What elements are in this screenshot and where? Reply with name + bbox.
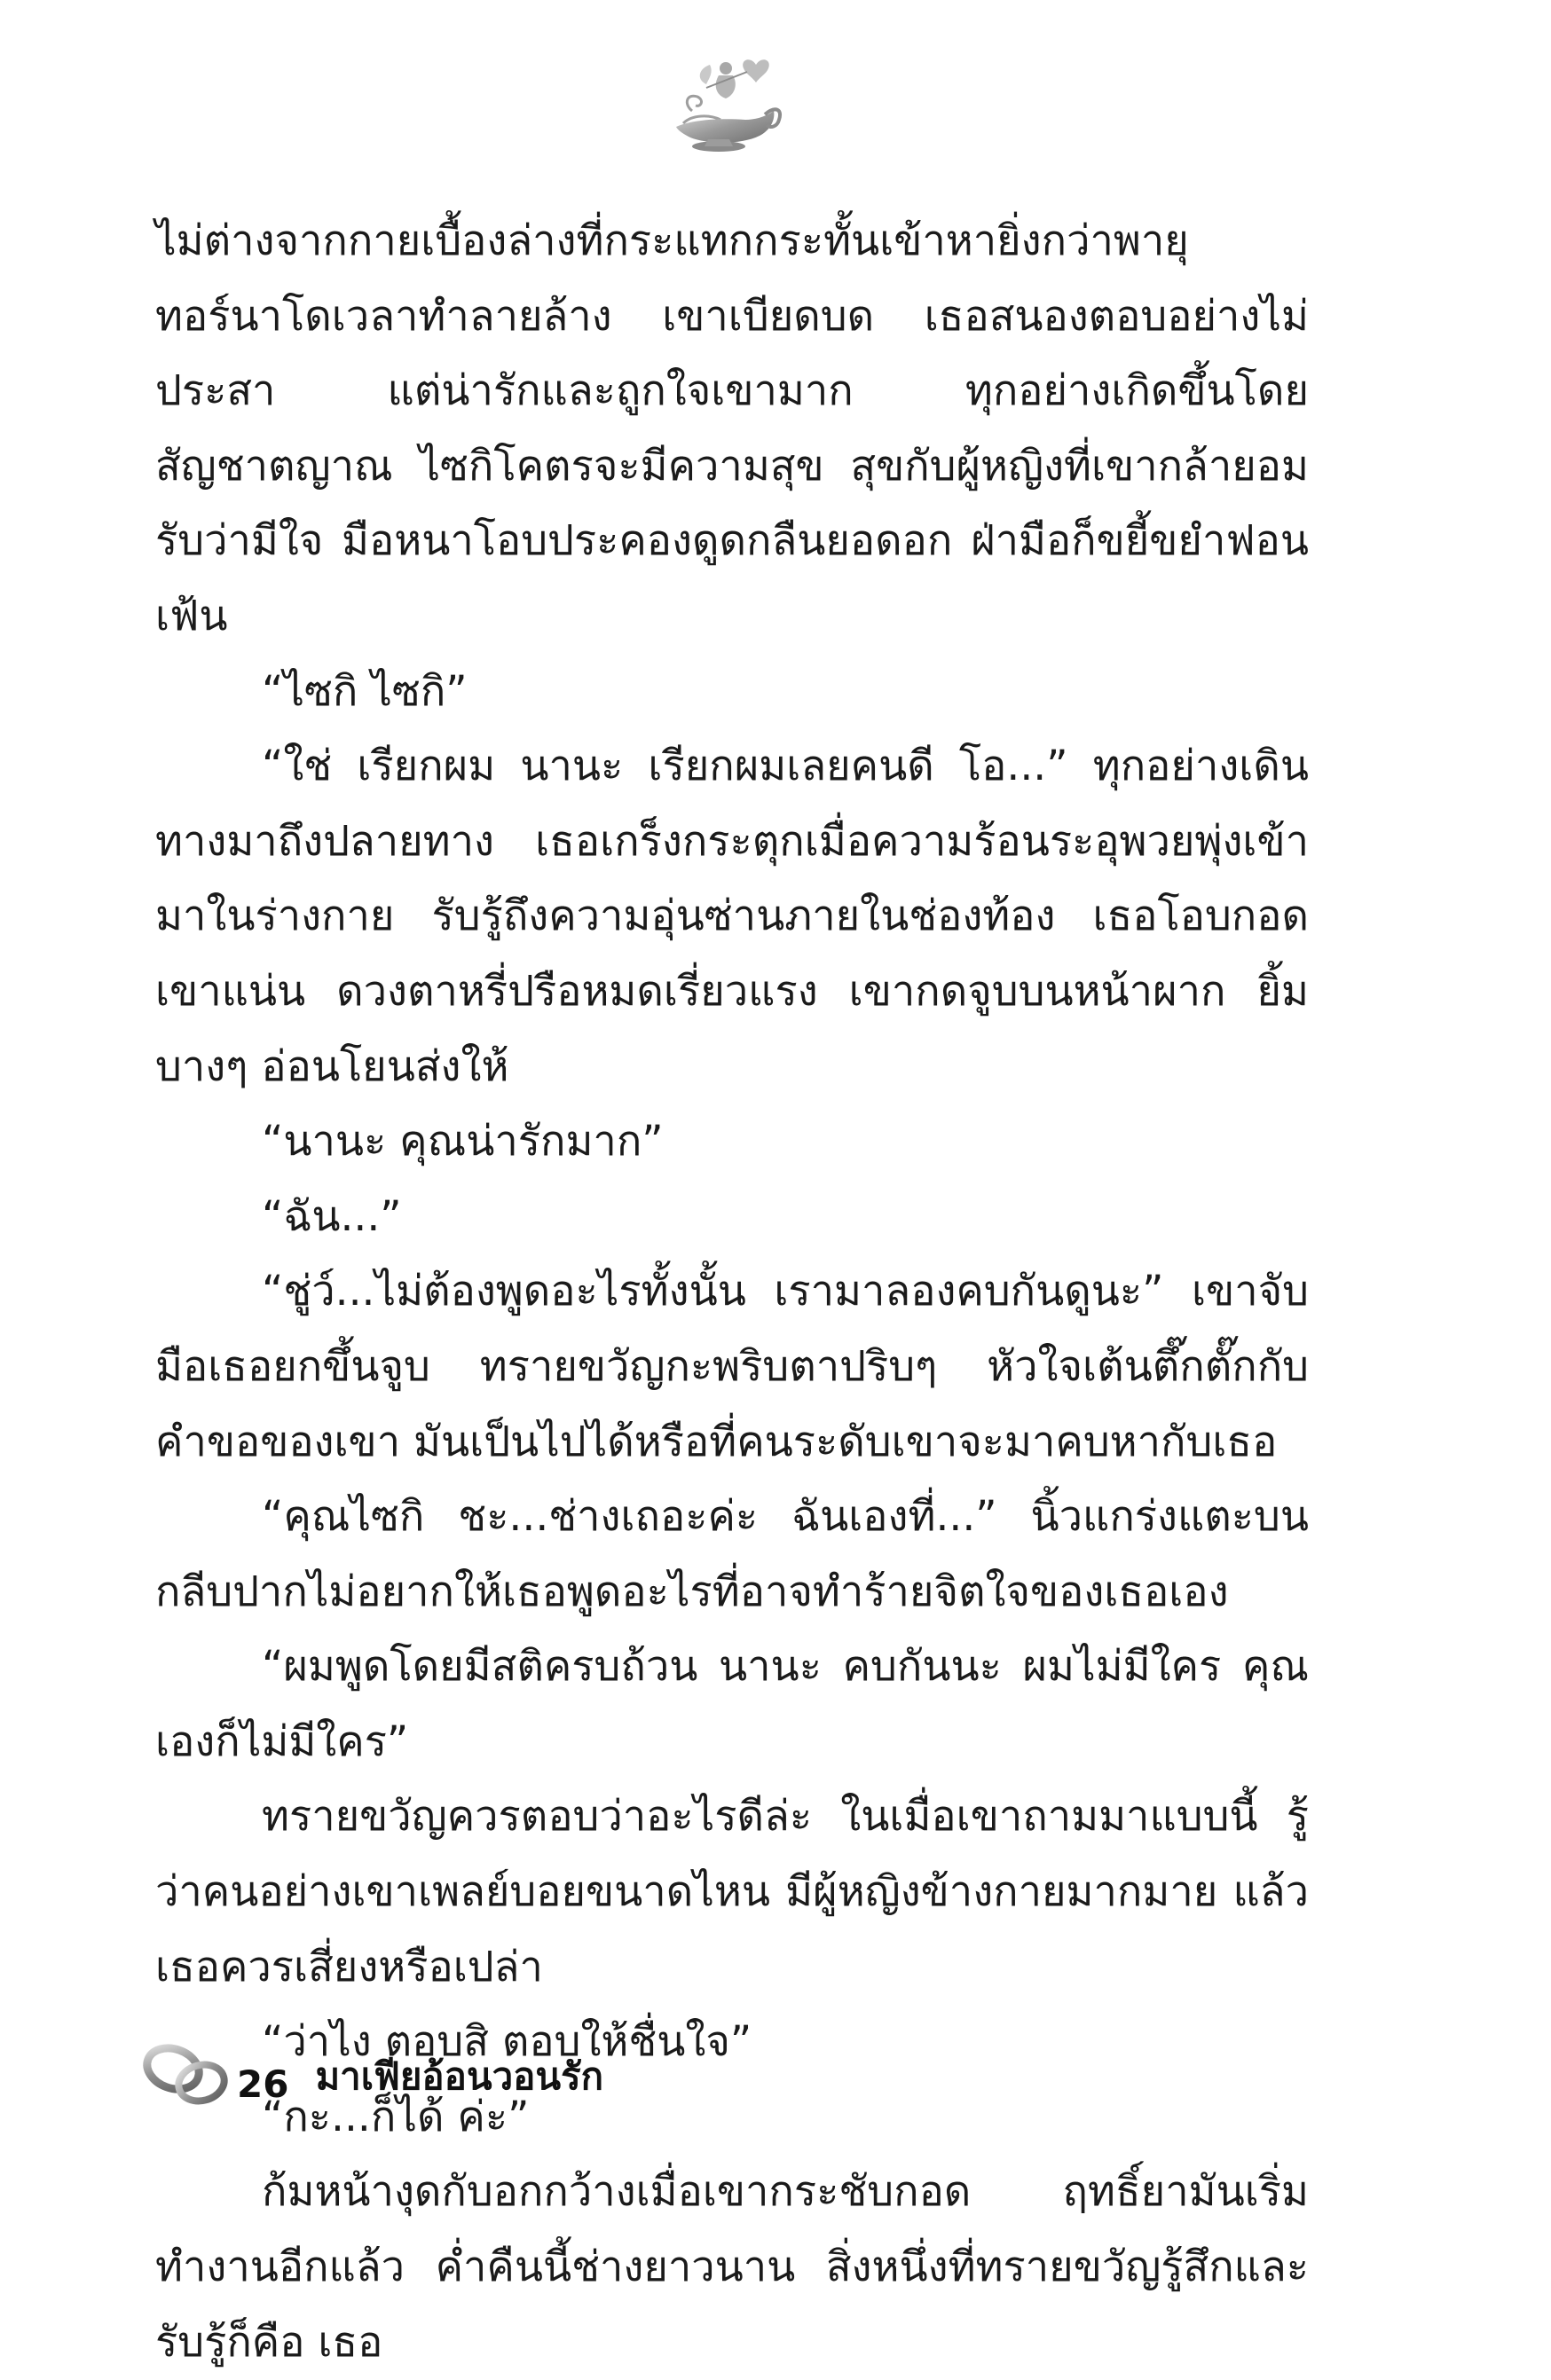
paragraph: “ว่าไง ตอบสิ ตอบให้ชื่นใจ” [262,2017,752,2067]
paragraph: ก้มหน้างุดกับอกกว้างเมื่อเขากระชับกอด ฤทธิ์ยามันเริ่มทำงานอีกแล้ว ค่ำคืนนี้ช่างยาวนาน สิ่งหนึ่งที่ทรายขวัญรู้สึกและรับรู้ก็คือ เธอ [155,2167,1309,2367]
paragraph: ไม่ต่างจากกายเบื้องล่างที่กระแทกกระทั้นเข้าหายิ่งกว่าพายุทอร์นาโดเวลาทำลายล้าง เขาเบียดบด เธอสนองตอบอย่างไม่ประสา แต่น่ารักและถูกใจเขามาก ทุกอย่างเกิดขึ้นโดยสัญชาตญาณ ไซกิโคตรจะมีความสุข สุขกับผู้หญิงที่เขากล้ายอมรับว่ามีใจ มือหนาโอบประคองดูดกลืนยอดอก ฝ่ามือก็ขยี้ขยำฟอนเฟ้น [155,216,1309,640]
book-title: มาเฟียอ้อนวอนรัก [315,2054,604,2098]
lamp-cupid-ornament-icon [657,49,790,155]
page-footer [138,2031,603,2111]
paragraph: “กะ...ก็ได้ ค่ะ” [262,2092,530,2141]
paragraph: “นานะ คุณน่ารักมาก” [262,1117,664,1166]
paragraph: “ไซกิ ไซกิ” [262,666,468,716]
wedding-rings-icon [138,2035,235,2111]
paragraph: “ชู่ว์...ไม่ต้องพูดอะไรทั้งนั้น เรามาลองคบกันดูนะ” เขาจับมือเธอยกขึ้นจูบ ทรายขวัญกะพริบตาปริบๆ หัวใจเต้นตึ๊กตั๊กกับคำขอของเขา มันเป็นไปได้หรือที่คนระดับเขาจะมาคบหากับเธอ [155,1267,1309,1466]
paragraph: ทรายขวัญควรตอบว่าอะไรดีล่ะ ในเมื่อเขาถามมาแบบนี้ รู้ว่าคนอย่างเขาเพลย์บอยขนาดไหน มีผู้หญิงข้างกายมากมาย แล้วเธอควรเสี่ยงหรือเปล่า [155,1792,1309,1991]
paragraph: “ผมพูดโดยมีสติครบถ้วน นานะ คบกันนะ ผมไม่มีใคร คุณเองก็ไม่มีใคร” [155,1642,1309,1766]
paragraph: “คุณไซกิ ชะ...ช่างเถอะค่ะ ฉันเองที่...” นิ้วแกร่งแตะบนกลีบปากไม่อยากให้เธอพูดอะไรที่อาจทำร้ายจิตใจของเธอเอง [155,1492,1309,1616]
paragraph: “ใช่ เรียกผม นานะ เรียกผมเลยคนดี โอ...” ทุกอย่างเดินทางมาถึงปลายทาง เธอเกร็งกระตุกเมื่อความร้อนระอุพวยพุ่งเข้ามาในร่างกาย รับรู้ถึงความอุ่นซ่านภายในช่องท้อง เธอโอบกอดเขาแน่น ดวงตาหรี่ปรือหมดเรี่ยวแรง เขากดจูบบนหน้าผาก ยิ้มบางๆ อ่อนโยนส่งให้ [155,742,1309,1091]
paragraph: “ฉัน...” [262,1191,402,1241]
page-number: 26 [237,2062,289,2106]
